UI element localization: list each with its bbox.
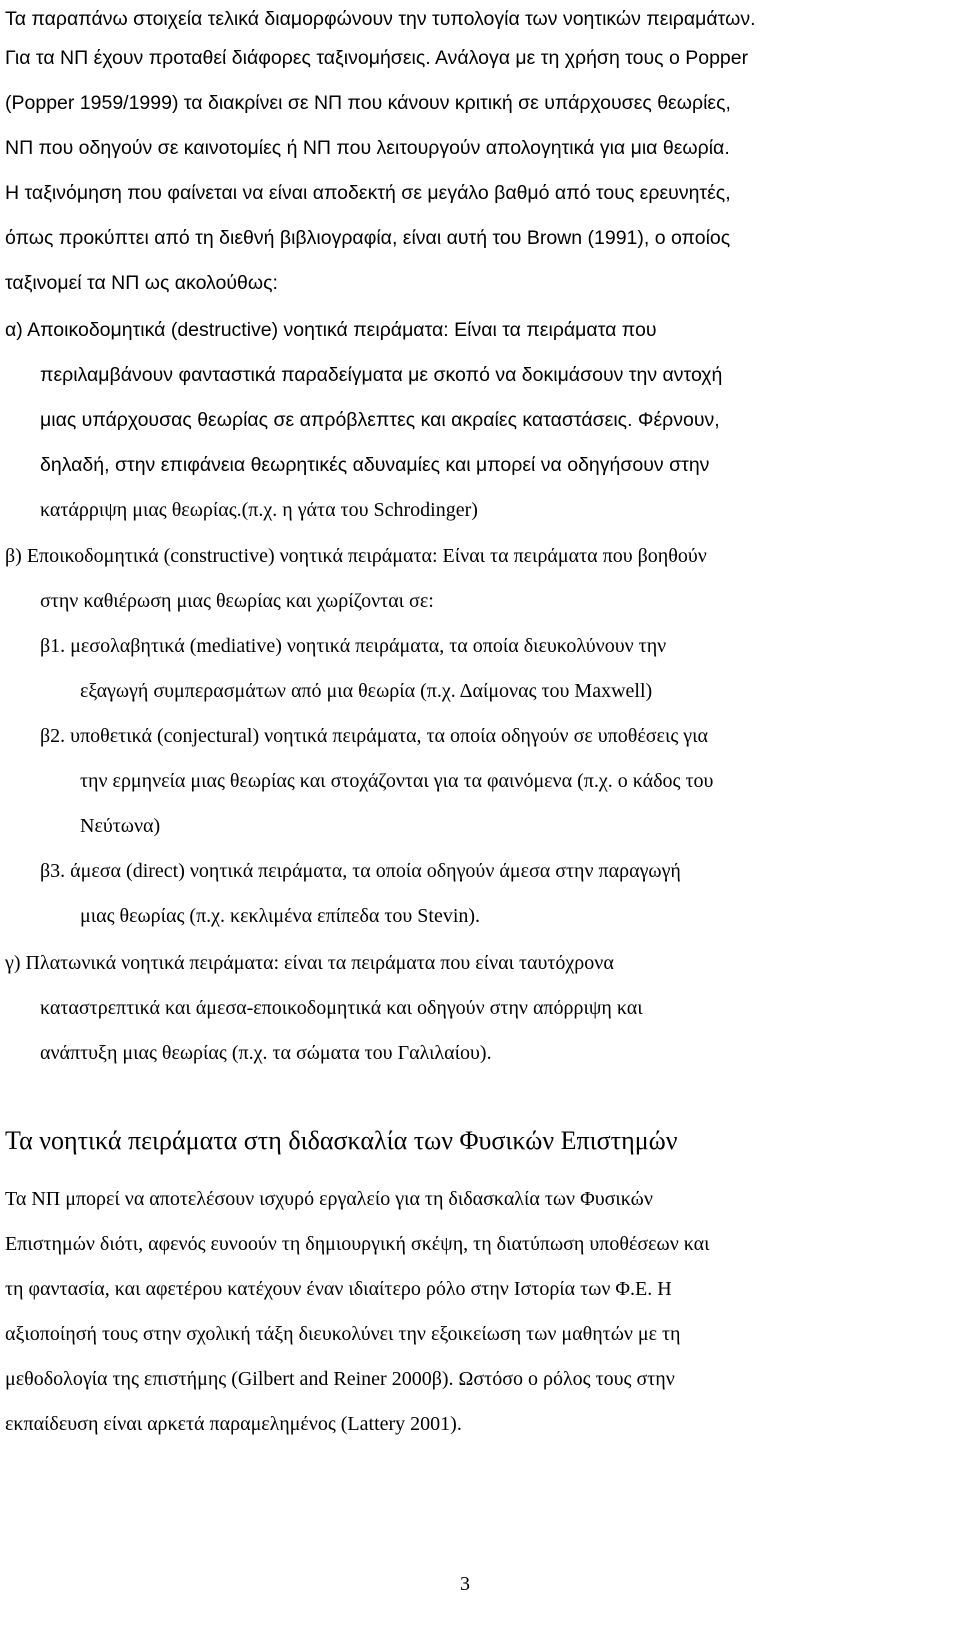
list-item-a-line: περιλαμβάνουν φανταστικά παραδείγματα με σκοπό να δοκιμάσουν την αντοχή [40,364,723,386]
section-body-line: Τα ΝΠ μπορεί να αποτελέσουν ισχυρό εργαλείο για τη διδασκαλία των Φυσικών [5,1188,653,1210]
section-body-line: εκπαίδευση είναι αρκετά παραμελημένος (Lattery 2001). [5,1413,462,1435]
list-item-a: α) Αποικοδομητικά (destructive) νοητικά πειράματα: Είναι τα πειράματα που [5,319,657,341]
list-item-b2-line: Νεύτωνα) [80,815,161,837]
list-item-b2-line: την ερμηνεία μιας θεωρίας και στοχάζονται για τα φαινόμενα (π.χ. ο κάδος του [80,770,714,792]
intro-line: Η ταξινόμηση που φαίνεται να είναι αποδεκτή σε μεγάλο βαθμό από τους ερευνητές, [5,182,731,204]
section-heading: Τα νοητικά πειράματα στη διδασκαλία των Φυσικών Επιστημών [5,1126,678,1155]
intro-line: Τα παραπάνω στοιχεία τελικά διαμορφώνουν την τυπολογία των νοητικών πειραμάτων. [5,8,756,30]
section-body-line: τη φαντασία, και αφετέρου κατέχουν έναν ιδιαίτερο ρόλο στην Ιστορία των Φ.Ε. Η [5,1278,672,1300]
list-item-b-line: στην καθιέρωση μιας θεωρίας και χωρίζονται σε: [40,590,434,612]
list-item-a-line: δηλαδή, στην επιφάνεια θεωρητικές αδυναμίες και μπορεί να οδηγήσουν στην [40,454,710,476]
intro-line: όπως προκύπτει από τη διεθνή βιβλιογραφία, είναι αυτή του Brown (1991), ο οποίος [5,227,731,249]
list-item-c: γ) Πλατωνικά νοητικά πειράματα: είναι τα πειράματα που είναι ταυτόχρονα [5,952,614,974]
list-item-b3: β3. άμεσα (direct) νοητικά πειράματα, τα οποία οδηγούν άμεσα στην παραγωγή [40,860,681,882]
list-item-b2: β2. υποθετικά (conjectural) νοητικά πειράματα, τα οποία οδηγούν σε υποθέσεις για [40,725,708,747]
section-body-line: μεθοδολογία της επιστήμης (Gilbert and Reiner 2000β). Ωστόσο ο ρόλος τους στην [5,1368,675,1390]
intro-line: Για τα ΝΠ έχουν προταθεί διάφορες ταξινομήσεις. Ανάλογα με τη χρήση τους ο Popper [5,47,749,69]
list-item-b1-line: εξαγωγή συμπερασμάτων από μια θεωρία (π.χ. Δαίμονας του Maxwell) [80,680,653,702]
section-body-line: Επιστημών διότι, αφενός ευνοούν τη δημιουργική σκέψη, τη διατύπωση υποθέσεων και [5,1233,710,1255]
page-number: 3 [460,1573,470,1595]
intro-line: (Popper 1959/1999) τα διακρίνει σε ΝΠ που κάνουν κριτική σε υπάρχουσες θεωρίες, [5,92,731,114]
list-item-b3-line: μιας θεωρίας (π.χ. κεκλιμένα επίπεδα του Stevin). [80,905,481,927]
list-item-b1: β1. μεσολαβητικά (mediative) νοητικά πειράματα, τα οποία διευκολύνουν την [40,635,667,657]
list-item-c-line: καταστρεπτικά και άμεσα-εποικοδομητικά και οδηγούν στην απόρριψη και [40,997,643,1019]
list-item-b: β) Εποικοδομητικά (constructive) νοητικά πειράματα: Είναι τα πειράματα που βοηθούν [5,545,707,567]
list-item-c-line: ανάπτυξη μιας θεωρίας (π.χ. τα σώματα του Γαλιλαίου). [40,1042,492,1064]
section-body-line: αξιοποίησή τους στην σχολική τάξη διευκολύνει την εξοικείωση των μαθητών με τη [5,1323,681,1345]
list-item-a-line: κατάρριψη μιας θεωρίας.(π.χ. η γάτα του Schrodinger) [40,499,478,521]
intro-line: ταξινομεί τα ΝΠ ως ακολούθως: [5,272,278,294]
intro-line: ΝΠ που οδηγούν σε καινοτομίες ή ΝΠ που λειτουργούν απολογητικά για μια θεωρία. [5,137,730,159]
list-item-a-line: μιας υπάρχουσας θεωρίας σε απρόβλεπτες και ακραίες καταστάσεις. Φέρνουν, [40,409,720,431]
